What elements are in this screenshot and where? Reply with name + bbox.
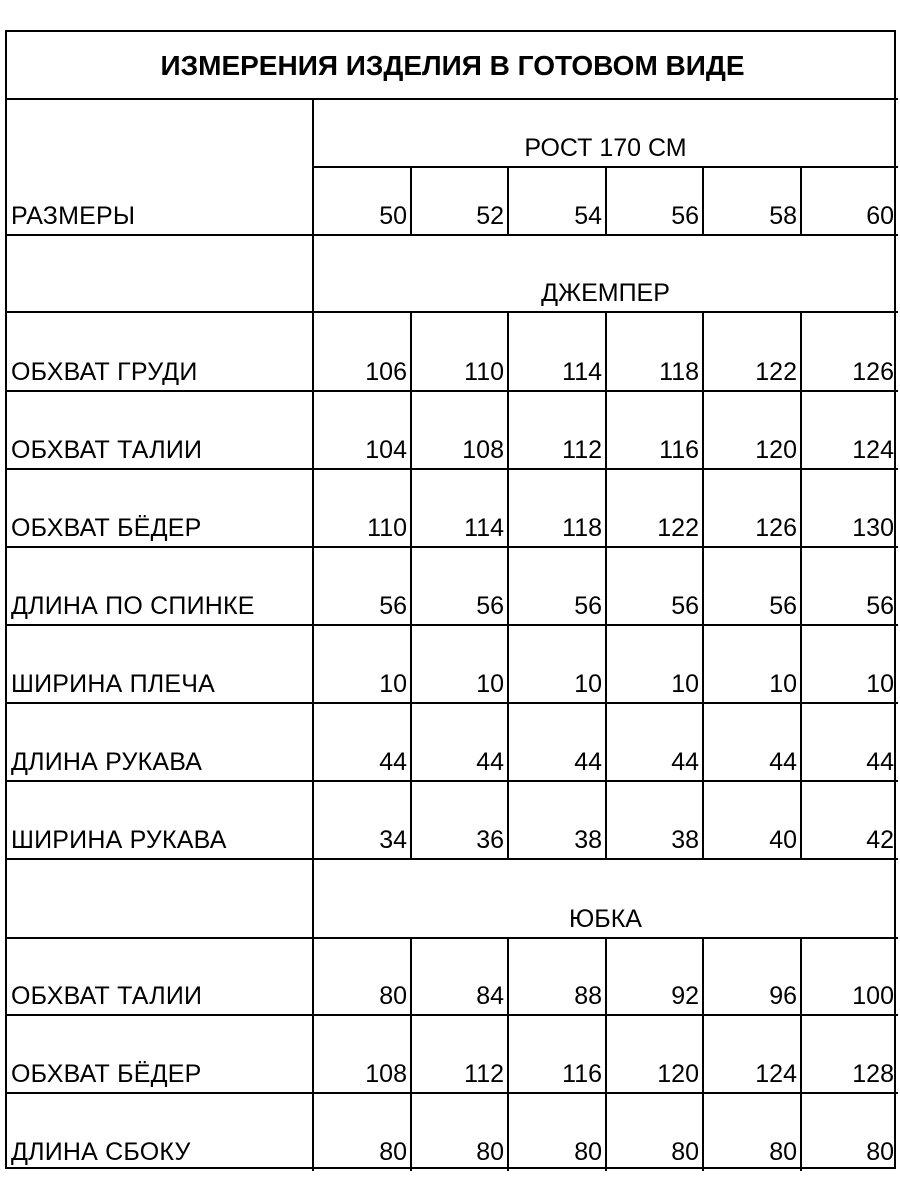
grid-line-vertical: [410, 1093, 412, 1171]
row-value: 80: [379, 1138, 407, 1166]
grid-line-vertical: [507, 312, 509, 391]
row-value: 130: [852, 514, 894, 542]
grid-line-vertical: [702, 167, 704, 235]
row-label: ДЛИНА ПО СПИНКЕ: [11, 592, 255, 620]
height-label: РОСТ 170 СМ: [524, 134, 687, 162]
grid-line-vertical: [605, 938, 607, 1015]
size-value: 50: [379, 202, 407, 230]
grid-line-vertical: [605, 1015, 607, 1093]
size-value: 52: [476, 202, 504, 230]
grid-line-vertical: [507, 167, 509, 235]
row-label: ОБХВАТ БЁДЕР: [11, 514, 202, 542]
row-value: 108: [462, 436, 504, 464]
grid-line-vertical: [507, 469, 509, 547]
grid-line-vertical: [702, 781, 704, 859]
grid-line-vertical: [800, 312, 802, 391]
row-value: 10: [769, 670, 797, 698]
row-value: 124: [755, 1060, 797, 1088]
grid-line-vertical: [800, 1093, 802, 1171]
row-value: 110: [367, 514, 407, 542]
row-value: 118: [562, 514, 602, 542]
row-value: 80: [866, 1138, 894, 1166]
row-value: 10: [866, 670, 894, 698]
row-value: 126: [852, 358, 894, 386]
section-title: ДЖЕМПЕР: [541, 279, 670, 307]
row-value: 120: [657, 1060, 699, 1088]
row-value: 122: [657, 514, 699, 542]
grid-line-vertical: [410, 1015, 412, 1093]
grid-line-vertical: [800, 781, 802, 859]
grid-line-vertical: [507, 547, 509, 625]
grid-line-vertical: [410, 312, 412, 391]
row-value: 56: [379, 592, 407, 620]
grid-line-vertical: [507, 703, 509, 781]
size-value: 60: [866, 202, 894, 230]
row-value: 80: [379, 982, 407, 1010]
row-value: 116: [659, 436, 699, 464]
row-value: 80: [769, 1138, 797, 1166]
grid-line-vertical: [702, 703, 704, 781]
grid-line-vertical: [702, 312, 704, 391]
row-value: 110: [464, 358, 504, 386]
grid-line-vertical: [702, 1093, 704, 1171]
row-value: 120: [755, 436, 797, 464]
row-value: 116: [562, 1060, 602, 1088]
row-value: 128: [852, 1060, 894, 1088]
row-value: 56: [476, 592, 504, 620]
row-value: 44: [476, 748, 504, 776]
row-value: 100: [852, 982, 894, 1010]
grid-line-vertical: [605, 167, 607, 235]
row-value: 84: [476, 982, 504, 1010]
row-value: 42: [866, 826, 894, 854]
row-value: 10: [671, 670, 699, 698]
row-label: ОБХВАТ БЁДЕР: [11, 1060, 202, 1088]
grid-line-vertical: [507, 781, 509, 859]
grid-line-vertical: [605, 1093, 607, 1171]
grid-line-vertical: [800, 1015, 802, 1093]
row-value: 44: [574, 748, 602, 776]
row-value: 108: [365, 1060, 407, 1088]
grid-line-vertical: [800, 469, 802, 547]
grid-line-vertical: [702, 547, 704, 625]
grid-line-vertical: [507, 1015, 509, 1093]
grid-line-vertical: [507, 391, 509, 469]
row-value: 38: [671, 826, 699, 854]
grid-line-vertical: [605, 781, 607, 859]
size-value: 54: [574, 202, 602, 230]
grid-line-vertical: [702, 1015, 704, 1093]
grid-line-vertical: [702, 938, 704, 1015]
grid-line-vertical: [800, 167, 802, 235]
row-value: 44: [769, 748, 797, 776]
row-label: ШИРИНА РУКАВА: [11, 826, 227, 854]
row-label: ШИРИНА ПЛЕЧА: [11, 670, 215, 698]
grid-line-vertical: [605, 703, 607, 781]
row-value: 56: [671, 592, 699, 620]
row-value: 80: [574, 1138, 602, 1166]
grid-line-vertical: [800, 547, 802, 625]
size-value: 58: [769, 202, 797, 230]
row-value: 44: [379, 748, 407, 776]
grid-line-vertical: [800, 625, 802, 703]
grid-line-vertical: [702, 625, 704, 703]
grid-line-vertical: [605, 312, 607, 391]
grid-line-vertical: [605, 625, 607, 703]
size-value: 56: [671, 202, 699, 230]
row-label: ОБХВАТ ТАЛИИ: [11, 436, 203, 464]
row-label: ОБХВАТ ТАЛИИ: [11, 982, 203, 1010]
row-value: 92: [671, 982, 699, 1010]
grid-line-vertical: [410, 469, 412, 547]
row-label: ДЛИНА СБОКУ: [11, 1138, 191, 1166]
grid-line-vertical: [410, 547, 412, 625]
grid-line-vertical: [410, 938, 412, 1015]
sizes-label: РАЗМЕРЫ: [11, 202, 136, 230]
table-title: ИЗМЕРЕНИЯ ИЗДЕЛИЯ В ГОТОВОМ ВИДЕ: [160, 49, 745, 81]
row-value: 56: [574, 592, 602, 620]
row-value: 114: [464, 514, 504, 542]
grid-line-vertical: [605, 391, 607, 469]
row-value: 80: [671, 1138, 699, 1166]
grid-line-vertical: [605, 469, 607, 547]
grid-line-vertical: [410, 391, 412, 469]
grid-line-vertical: [800, 391, 802, 469]
grid-line-vertical: [702, 391, 704, 469]
row-value: 34: [379, 826, 407, 854]
row-value: 10: [574, 670, 602, 698]
grid-line-vertical: [800, 938, 802, 1015]
row-label: ОБХВАТ ГРУДИ: [11, 358, 198, 386]
grid-line-vertical: [410, 703, 412, 781]
row-value: 104: [365, 436, 407, 464]
row-value: 126: [755, 514, 797, 542]
size-chart-table: [5, 30, 896, 1169]
grid-line-vertical: [410, 167, 412, 235]
row-value: 10: [476, 670, 504, 698]
row-value: 56: [866, 592, 894, 620]
grid-line-vertical: [507, 938, 509, 1015]
row-value: 44: [866, 748, 894, 776]
row-value: 36: [476, 826, 504, 854]
row-value: 80: [476, 1138, 504, 1166]
row-value: 40: [769, 826, 797, 854]
grid-line-vertical: [605, 547, 607, 625]
row-value: 96: [769, 982, 797, 1010]
row-value: 10: [379, 670, 407, 698]
grid-line-vertical: [410, 781, 412, 859]
row-value: 106: [365, 358, 407, 386]
row-value: 114: [562, 358, 602, 386]
grid-line-vertical: [507, 1093, 509, 1171]
row-value: 38: [574, 826, 602, 854]
grid-line-vertical: [702, 469, 704, 547]
grid-line-vertical: [410, 625, 412, 703]
grid-line-vertical: [507, 625, 509, 703]
grid-line-vertical: [800, 703, 802, 781]
row-value: 56: [769, 592, 797, 620]
section-title: ЮБКА: [569, 905, 642, 933]
row-value: 122: [755, 358, 797, 386]
row-value: 88: [574, 982, 602, 1010]
row-label: ДЛИНА РУКАВА: [11, 748, 203, 776]
row-value: 112: [464, 1060, 504, 1088]
row-value: 124: [852, 436, 894, 464]
row-value: 118: [659, 358, 699, 386]
row-value: 44: [671, 748, 699, 776]
row-value: 112: [562, 436, 602, 464]
